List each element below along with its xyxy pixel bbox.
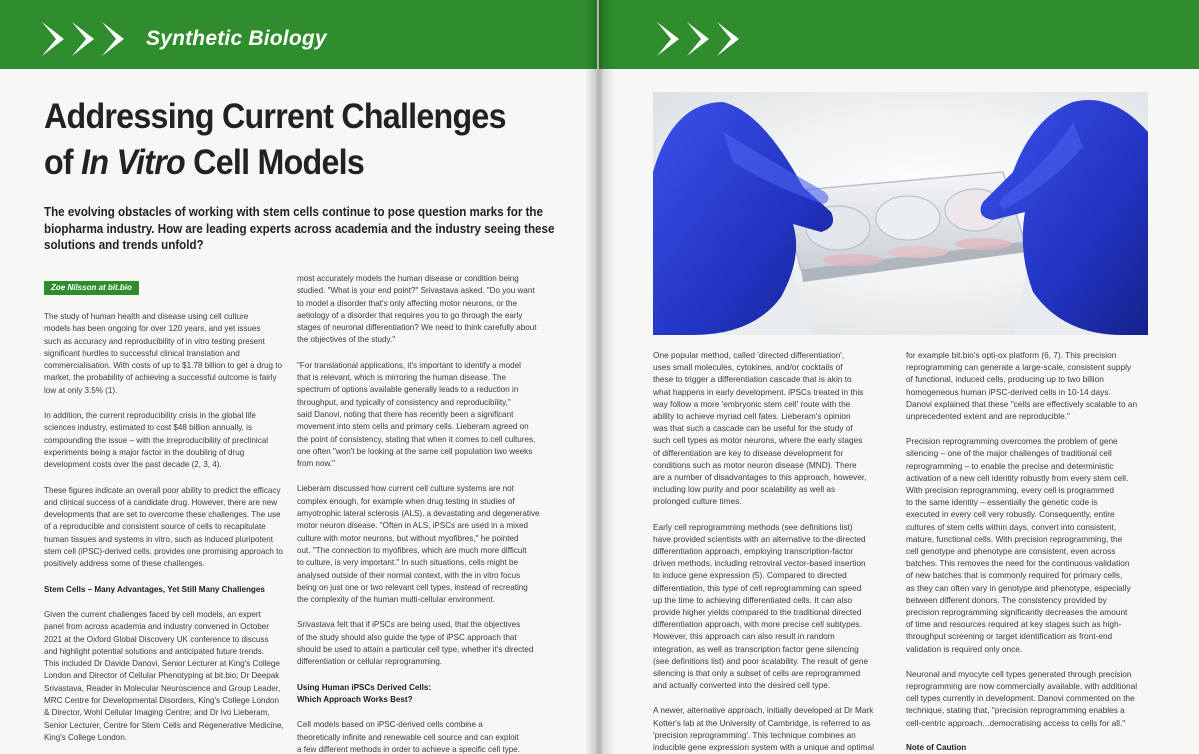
text-line: Srivastava, Reader in Molecular Neuroscience and Group Leader,	[44, 683, 281, 693]
text-line: Danovi explained that these "cells are effectively scalable to an	[906, 398, 1138, 409]
text-line: to induce gene expression (5). Compared to directed	[653, 570, 847, 581]
column-2	[297, 273, 547, 754]
text-line: the complexity of the human multi-cellular environment.	[297, 595, 495, 605]
text-line: up the time to achieving differentiated cells. It can also	[653, 594, 853, 605]
text-line: including low purity and poor scalability as well as	[653, 484, 836, 495]
text-line: as they can often vary in genotype and phenotype, especially	[906, 582, 1131, 593]
text-line: differentiation or cellular reprogramming.	[297, 657, 443, 667]
col2-paragraph-4	[297, 619, 547, 668]
text-line: a few different methods in order to achieve a specific cell type.	[297, 744, 520, 754]
text-line: significant hurdles to successful clinical translation and	[44, 348, 240, 358]
text-line: stages of neuronal differentiation? We need to think carefully about	[297, 323, 537, 333]
chevron-notch	[657, 22, 671, 56]
text-line: reprogramming are now commercially available, with additional	[906, 681, 1138, 692]
text-line: Neuronal and myocyte cell types generated through precision	[906, 668, 1132, 679]
text-line: London and Director of Cellular Phenotyping at bit.bio; Dr Deepak	[44, 671, 280, 681]
col2-paragraph-1	[297, 273, 547, 347]
text-line: that is relevant, which is mirroring the human disease. The	[297, 373, 507, 383]
header-band-left	[0, 0, 597, 69]
text-line: and actually converted into the desired cell type.	[653, 680, 831, 691]
text-line: between different donors. The consistency provided by	[906, 594, 1107, 605]
standfirst-line: solutions and trends unfold?	[44, 238, 204, 252]
text-line: uses small molecules, cytokines, and/or cocktails of	[653, 362, 843, 373]
header-band-right	[599, 0, 1199, 69]
text-line: most accurately models the human disease or condition being	[297, 274, 519, 283]
title-pre: of	[44, 143, 82, 182]
text-line: conditions such as motor neuron disease (MND). There	[653, 459, 857, 470]
text-line: motor neuron disease. "Often in ALS, iPSCs are used in a mixed	[297, 521, 528, 531]
col3-paragraph-1	[653, 349, 898, 508]
text-line: homogeneous human iPSC-derived cells in 10-14 days.	[906, 386, 1111, 397]
text-line: commercialisation. With costs of up to $1.78 billion to get a drug to	[44, 361, 282, 371]
column-3	[653, 349, 898, 754]
text-line: analysed outside of their normal context, with the in vitro focus	[297, 570, 521, 580]
text-line: These figures indicate an overall poor ability to predict the efficacy	[44, 485, 281, 495]
text-line: these to trigger a differentiation cascade that is akin to	[653, 374, 852, 385]
right-page	[599, 0, 1199, 754]
col4-paragraph-2	[906, 435, 1156, 655]
text-line: low at only 3.5% (1).	[44, 385, 118, 395]
chevron-notch	[42, 22, 56, 56]
text-line: Senior Lecturer, Centre for Stem Cells and Regenerative Medicine,	[44, 720, 284, 730]
text-line: of functional, induced cells, producing up to two billion	[906, 374, 1104, 385]
col1-paragraph-4	[44, 609, 294, 744]
text-line: differentiation approach, employing transcription-factor	[653, 546, 854, 557]
text-line: panel from across academia and industry convened in October	[44, 622, 269, 632]
text-line: experiments being a major factor in the doubling of drug	[44, 447, 245, 457]
text-line: movement into stem cells and primary cells. Lieberam agreed on	[297, 422, 529, 432]
text-line: the point of consistency, stating that when it comes to cell cultures,	[297, 434, 536, 444]
text-line: One popular method, called 'directed differentiation',	[653, 350, 845, 360]
title-line-1: Addressing Current Challenges	[44, 97, 506, 136]
text-line: to culture, is very important." In such situations, cells might be	[297, 558, 519, 568]
text-line: what happens in early development. iPSCs treated in this	[653, 386, 864, 397]
text-line: said Danovi, noting that there has recently been a significant	[297, 409, 514, 419]
text-line: such cell types as motor neurons, where the early stages	[653, 435, 863, 446]
text-line: reprogramming – to enable the precise and deterministic	[906, 460, 1114, 471]
chevron-notch	[72, 22, 86, 56]
text-line: culture with motor neurons, but without myofibres," he pointed	[297, 533, 519, 543]
col2-subheading	[297, 682, 547, 707]
text-line: Using Human iPSCs Derived Cells:	[297, 682, 432, 692]
text-line: models has been ongoing for over 120 years, and yet issues	[44, 324, 261, 334]
text-line: aetiology of a disorder that requires you to go through the early	[297, 310, 523, 320]
text-line: and clinical success of a candidate drug. However, there are new	[44, 497, 278, 507]
text-line: out. "The connection to myofibres, which are much more difficult	[297, 545, 527, 555]
text-line: the objectives of the study."	[297, 335, 396, 345]
standfirst-line: The evolving obstacles of working with stem cells continue to pose question marks for the	[44, 205, 543, 219]
text-line: way follow a more 'embryonic stem cell' route with the	[653, 398, 851, 409]
text-line: driven methods, including retroviral vector-based insertion	[653, 558, 866, 569]
text-line: from now."	[297, 459, 335, 469]
text-line: have provided scientists with an alternative to the directed	[653, 533, 866, 544]
author-badge: Zoe Nilsson at bit.bio	[44, 281, 139, 295]
text-line: of differentiation are key to disease development for	[653, 447, 844, 458]
left-page	[0, 0, 597, 754]
text-line: to the same identity – essentially the genetic code is	[906, 497, 1098, 508]
col4-paragraph-3	[906, 668, 1156, 729]
col2-paragraph-5	[297, 719, 547, 754]
text-line: mature, functional cells. With precision reprogramming, the	[906, 533, 1123, 544]
chevron-notch	[102, 22, 116, 56]
text-line: The study of human health and disease using cell culture	[44, 312, 249, 321]
text-line: throughput screening or target identification as front-end	[906, 631, 1113, 642]
col2-paragraph-2	[297, 360, 547, 471]
text-line: (see definitions list) and poor scalability. The result of gene	[653, 655, 869, 666]
text-line: In addition, the current reproducibility crisis in the global life	[44, 411, 256, 421]
text-line: provide higher yields compared to the traditional directed	[653, 607, 862, 618]
text-line: prolonged culture times.	[653, 496, 742, 507]
text-line: of new batches that is commonly required for primary cells,	[906, 570, 1123, 581]
text-line: Given the current challenges faced by cell models, an expert	[44, 609, 261, 619]
title-italic: In Vitro	[81, 143, 185, 182]
col4-subheading: Note of Caution	[906, 742, 967, 752]
text-line: amyotrophic lateral sclerosis (ALS), a devastating and degenerative	[297, 509, 540, 519]
text-line: are a number of disadvantages to this approach, however,	[653, 472, 867, 483]
text-line: Lieberam discussed how current cell culture systems are not	[297, 484, 514, 494]
text-line: 'precision reprogramming'. This technique combines an	[653, 729, 856, 740]
page-spine-shadow	[585, 0, 615, 754]
col4-paragraph-1	[906, 349, 1156, 422]
text-line: being on just one or two relevant cell types, instead of recreating	[297, 582, 528, 592]
text-line: compounding the issue – with the irreproducibility of preclinical	[44, 435, 269, 445]
text-line: Srivastava felt that if iPSCs are being used, that the objectives	[297, 620, 521, 630]
text-line: executed in every cell very robustly. Consequently, entire	[906, 509, 1115, 520]
text-line: batches. This removes the need for the continuous validation	[906, 558, 1130, 569]
chevron-notch	[717, 22, 731, 56]
gloved-hands-cell-plate-photo	[653, 92, 1148, 335]
text-line: inducible gene expression system with a unique and optimal	[653, 742, 874, 753]
text-line: cultures of stem cells within days, convert into consistent,	[906, 521, 1117, 532]
text-line: cell genotype and phenotype are consistent, even across	[906, 546, 1116, 557]
standfirst-line: biopharma industry. How are leading experts across academia and the industry seeing these	[44, 221, 555, 236]
text-line: of a reproducible and consistent source of cells to recapitulate	[44, 522, 266, 532]
text-line: stem cell (iPSC)-derived cells, provides one promising approach to	[44, 547, 283, 557]
text-line: of time and resources required at key stages such as high-	[906, 619, 1122, 630]
text-line: spectrum of options available generally leads to a reduction in	[297, 385, 519, 395]
section-title: Synthetic Biology	[146, 27, 327, 50]
text-line: A newer, alternative approach, initially developed at Dr Mark	[653, 705, 874, 716]
text-line: throughput, and typically of consistency and reproducibility,"	[297, 397, 511, 407]
title-line-2	[44, 140, 522, 186]
text-line: for example bit.bio's opti-ox platform (6, 7). This precision	[906, 350, 1117, 360]
col3-paragraph-2	[653, 521, 898, 692]
text-line: & Director, Wohl Cellular Imaging Centre; and Dr Ivo Lieberam,	[44, 708, 270, 718]
col1-paragraph-1	[44, 311, 294, 397]
text-line: King's College London.	[44, 732, 127, 742]
text-line: development costs over the past decade (2, 3, 4).	[44, 460, 222, 470]
col2-paragraph-3	[297, 483, 547, 606]
text-line: With precision reprogramming, every cell is programmed	[906, 485, 1114, 496]
text-line: activation of a new cell identity robustly from every stem cell.	[906, 472, 1129, 483]
text-line: theoretically infinite and renewable cell source and can exploit	[297, 732, 519, 742]
col1-paragraph-2	[44, 410, 294, 471]
text-line: such as accuracy and reproducibility of in vitro testing present	[44, 336, 265, 346]
text-line: human tissues and systems in vitro, such as induced pluripotent	[44, 534, 273, 544]
article-title	[44, 94, 522, 186]
text-line: However, this approach can also result in random	[653, 631, 835, 642]
text-line: differentiation, this type of cell reprogramming can speed	[653, 582, 862, 593]
column-1	[44, 311, 294, 754]
photo-illustration	[653, 92, 1148, 335]
text-line: market, the probability of achieving a successful outcome is fairly	[44, 373, 277, 383]
text-line: precision reprogramming significantly decreases the amount	[906, 607, 1128, 618]
text-line: to model a disorder that's only affecting motor neurons, or the	[297, 298, 518, 308]
text-line: "For translational applications, it's important to identify a model	[297, 360, 521, 370]
text-line: MRC Centre for Developmental Disorders, King's College London	[44, 696, 280, 706]
text-line: developments that are set to overcome these challenges. The use	[44, 510, 281, 520]
text-line: This included Dr Davide Danovi, Senior Lecturer at King's College	[44, 659, 280, 669]
text-line: silencing – one of the major challenges of traditional cell	[906, 448, 1112, 459]
text-line: sciences industry, estimated to cost $48 billion annually, is	[44, 423, 252, 433]
text-line: studied. "What is your end point?" Srivastava asked. "Do you want	[297, 286, 535, 296]
text-line: reprogramming can generate a large-scale, consistent supply	[906, 362, 1132, 373]
text-line: should be used to attain a particular cell type, whether it's directed	[297, 645, 534, 655]
text-line: 2021 at the Oxford Global Discovery UK conference to discuss	[44, 634, 269, 644]
col3-paragraph-3	[653, 704, 898, 753]
text-line: cell types currently in development. Danovi commented on the	[906, 693, 1135, 704]
text-line: unprecedented extent and are reproducible."	[906, 411, 1070, 422]
text-line: validation is required only once.	[906, 643, 1023, 654]
text-line: differentiation approach, with more precise cell subtypes.	[653, 619, 862, 630]
standfirst	[44, 204, 555, 254]
text-line: of the study should also guide the type of iPSC approach that	[297, 632, 517, 642]
text-line: and highlight potential solutions and anticipated future trends.	[44, 646, 265, 656]
col1-subheading: Stem Cells – Many Advantages, Yet Still Many Challenges	[44, 584, 265, 594]
chevron-notch	[687, 22, 701, 56]
text-line: Early cell reprogramming methods (see definitions list)	[653, 521, 853, 532]
title-post: Cell Models	[184, 143, 365, 182]
text-line: Cell models based on iPSC-derived cells combine a	[297, 720, 483, 730]
text-line: complex enough, for example when drug testing in studies of	[297, 496, 515, 506]
text-line: cell-centric approach...democratising access to cells for all."	[906, 717, 1126, 728]
text-line: Which Approach Works Best?	[297, 694, 413, 704]
col1-paragraph-3	[44, 485, 294, 571]
text-line: Precision reprogramming overcomes the problem of gene	[906, 436, 1118, 447]
text-line: one often "won't be looking at the same cell population two weeks	[297, 446, 533, 456]
text-line: Kotter's lab at the University of Cambridge, is referred to as	[653, 717, 871, 728]
text-line: positively address some of these challenges.	[44, 559, 205, 569]
text-line: silencing is that only a subset of cells are reprogrammed	[653, 668, 861, 679]
text-line: ability to achieve myriad cell fates. Lieberam's opinion	[653, 411, 851, 422]
text-line: was that such a cascade can be useful for the study of	[653, 423, 853, 434]
text-line: integration, as well as transcription factor gene silencing	[653, 643, 859, 654]
text-line: technique, stating that, "precision reprogramming enables a	[906, 705, 1125, 716]
column-4	[906, 349, 1156, 754]
